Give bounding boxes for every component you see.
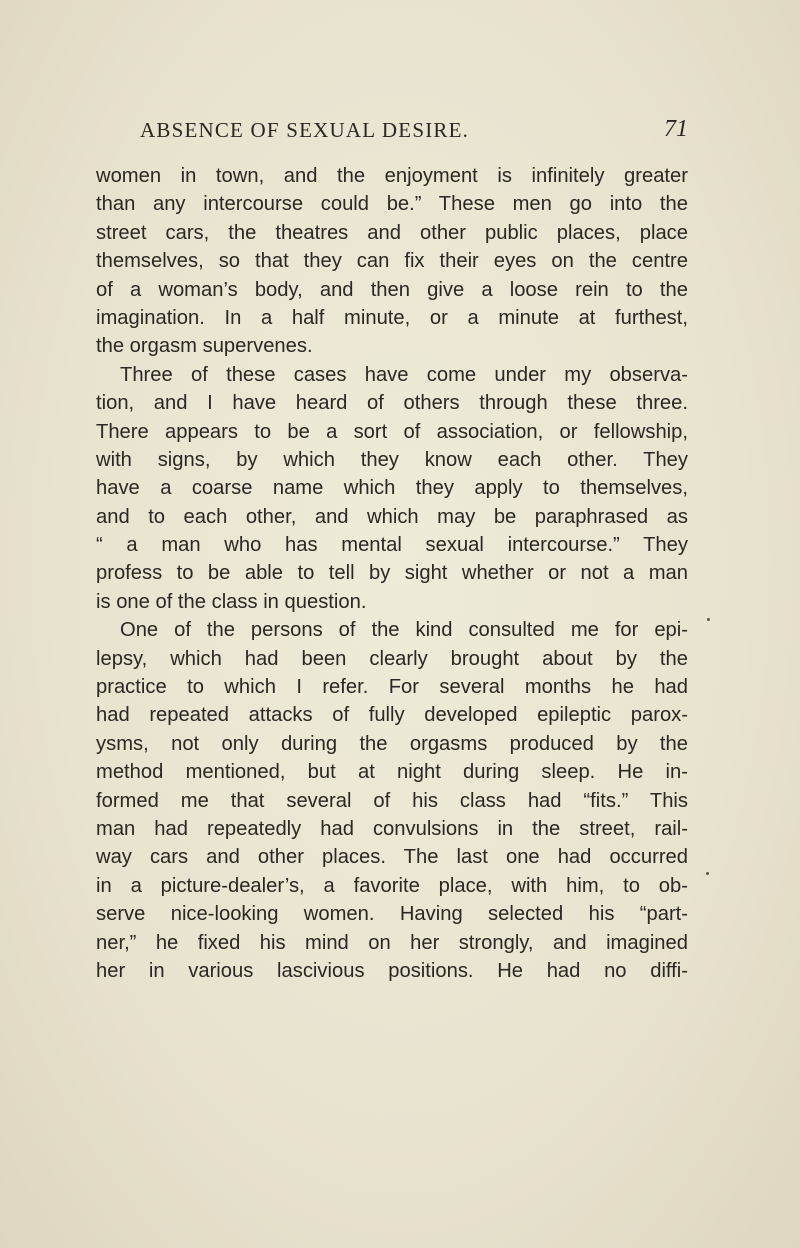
text-line: ner,” he fixed his mind on her strongly, and imagined <box>96 931 688 954</box>
running-head: ABSENCE OF SEXUAL DESIRE. <box>140 118 470 142</box>
text-line: have a coarse name which they apply to themselves, <box>96 477 688 500</box>
text-line: the orgasm supervenes. <box>96 335 313 358</box>
page-header <box>140 118 688 150</box>
paper-speck <box>706 872 709 875</box>
text-line: formed me that several of his class had “fits.” This <box>96 789 688 812</box>
text-line: way cars and other places. The last one had occurred <box>96 846 688 869</box>
text-line: profess to be able to tell by sight whether or not a man <box>96 562 688 585</box>
paper-speck <box>707 618 710 621</box>
text-line: is one of the class in question. <box>96 590 367 613</box>
text-line: serve nice-looking women. Having selected his “part- <box>96 903 688 926</box>
text-line: tion, and I have heard of others through these three. <box>96 392 688 415</box>
text-line: Three of these cases have come under my observa- <box>120 363 688 386</box>
text-line: themselves, so that they can fix their eyes on the centre <box>96 250 688 273</box>
text-line: women in town, and the enjoyment is infinitely greater <box>96 165 688 187</box>
text-line: One of the persons of the kind consulted me for epi- <box>120 619 688 642</box>
text-line: “ a man who has mental sexual intercourse.” They <box>96 534 688 557</box>
text-line: method mentioned, but at night during sleep. He in- <box>96 761 688 784</box>
body-text <box>96 162 688 985</box>
text-line: There appears to be a sort of association, or fellowship, <box>96 420 688 443</box>
text-line: in a picture-dealer’s, a favorite place, with him, to ob- <box>96 874 688 897</box>
text-line: had repeated attacks of fully developed epileptic parox- <box>96 704 688 727</box>
text-line: practice to which I refer. For several months he had <box>96 676 688 699</box>
text-line: than any intercourse could be.” These men go into the <box>96 193 688 216</box>
text-line: and to each other, and which may be paraphrased as <box>96 505 688 528</box>
text-line: her in various lascivious positions. He had no diffi- <box>96 959 688 982</box>
text-line: man had repeatedly had convulsions in the street, rail- <box>96 817 688 840</box>
text-line: street cars, the theatres and other public places, place <box>96 221 688 244</box>
page-number: 71 <box>664 116 688 142</box>
text-line: lepsy, which had been clearly brought about by the <box>96 647 688 670</box>
text-line: with signs, by which they know each other. They <box>96 448 688 471</box>
text-line: of a woman’s body, and then give a loose rein to the <box>96 278 688 301</box>
text-line: ysms, not only during the orgasms produced by the <box>96 732 688 755</box>
text-line: imagination. In a half minute, or a minute at furthest, <box>96 306 688 329</box>
